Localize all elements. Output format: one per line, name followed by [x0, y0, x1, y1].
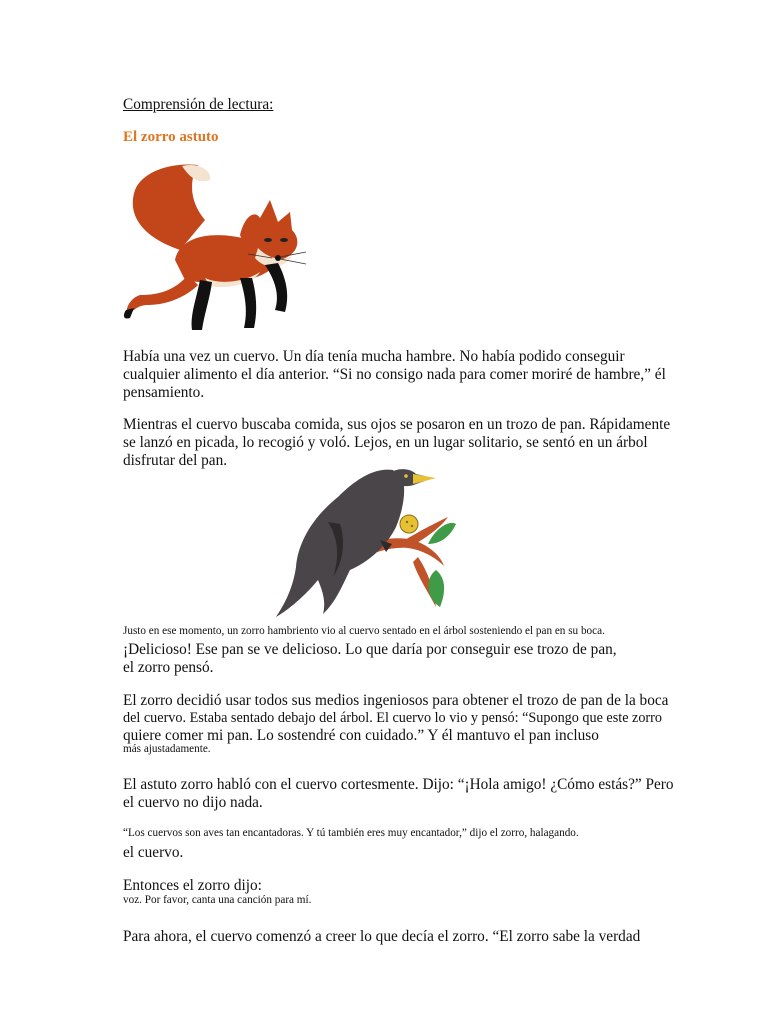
paragraph4-line3: quiere comer mi pan. Lo sostendré con cuidado.” Y él mantuvo el pan incluso [123, 727, 599, 744]
paragraph2-line2: se lanzó en picada, lo recogió y voló. Lejos, en un lugar solitario, se sentó en un árbol [123, 434, 648, 451]
paragraph4-line1: El zorro decidió usar todos sus medios ingeniosos para obtener el trozo de pan de la boca [123, 692, 669, 709]
paragraph4-line2: del cuervo. Estaba sentado debajo del árbol. El cuervo lo vio y pensó: “Supongo que este zorro [123, 710, 662, 726]
paragraph4-line4: más ajustadamente. [123, 743, 211, 755]
paragraph1-line1: Había una vez un cuervo. Un día tenía mucha hambre. No había podido conseguir [123, 348, 625, 365]
paragraph2-line1: Mientras el cuervo buscaba comida, sus ojos se posaron en un trozo de pan. Rápidamente [123, 416, 671, 433]
paragraph1-line3: pensamiento. [123, 384, 205, 401]
paragraph6-line: el cuervo. [123, 844, 184, 861]
story-title: El zorro astuto [123, 129, 219, 145]
heading: Comprensión de lectura: [123, 96, 274, 113]
paragraph5-line2: el cuervo no dijo nada. [123, 794, 263, 811]
paragraph8-line: Para ahora, el cuervo comenzó a creer lo que decía el zorro. “El zorro sabe la verdad [123, 928, 641, 945]
fox-illustration [120, 160, 310, 335]
paragraph3-line1: ¡Delicioso! Ese pan se ve delicioso. Lo que daría por conseguir ese trozo de pan, [123, 641, 617, 658]
paragraph6-small-line: “Los cuervos son aves tan encantadoras. Y tú también eres muy encantador,” dijo el zorro, halagando. [123, 827, 579, 839]
paragraph7-small-line: voz. Por favor, canta una canción para mí. [123, 894, 312, 906]
paragraph2-line3: disfrutar del pan. [123, 452, 228, 469]
paragraph5-line1: El astuto zorro habló con el cuervo cortesmente. Dijo: “¡Hola amigo! ¿Cómo estás?” Pero [123, 776, 674, 793]
paragraph3-small-line: Justo en ese momento, un zorro hambriento vio al cuervo sentado en el árbol sosteniendo el pan en su boca. [123, 625, 605, 637]
paragraph7-line: Entonces el zorro dijo: [123, 877, 262, 894]
paragraph1-line2: cualquier alimento el día anterior. “Si no consigo nada para comer moriré de hambre,” él [123, 366, 666, 383]
paragraph3-line2: el zorro pensó. [123, 659, 214, 676]
crow-illustration [268, 462, 468, 622]
